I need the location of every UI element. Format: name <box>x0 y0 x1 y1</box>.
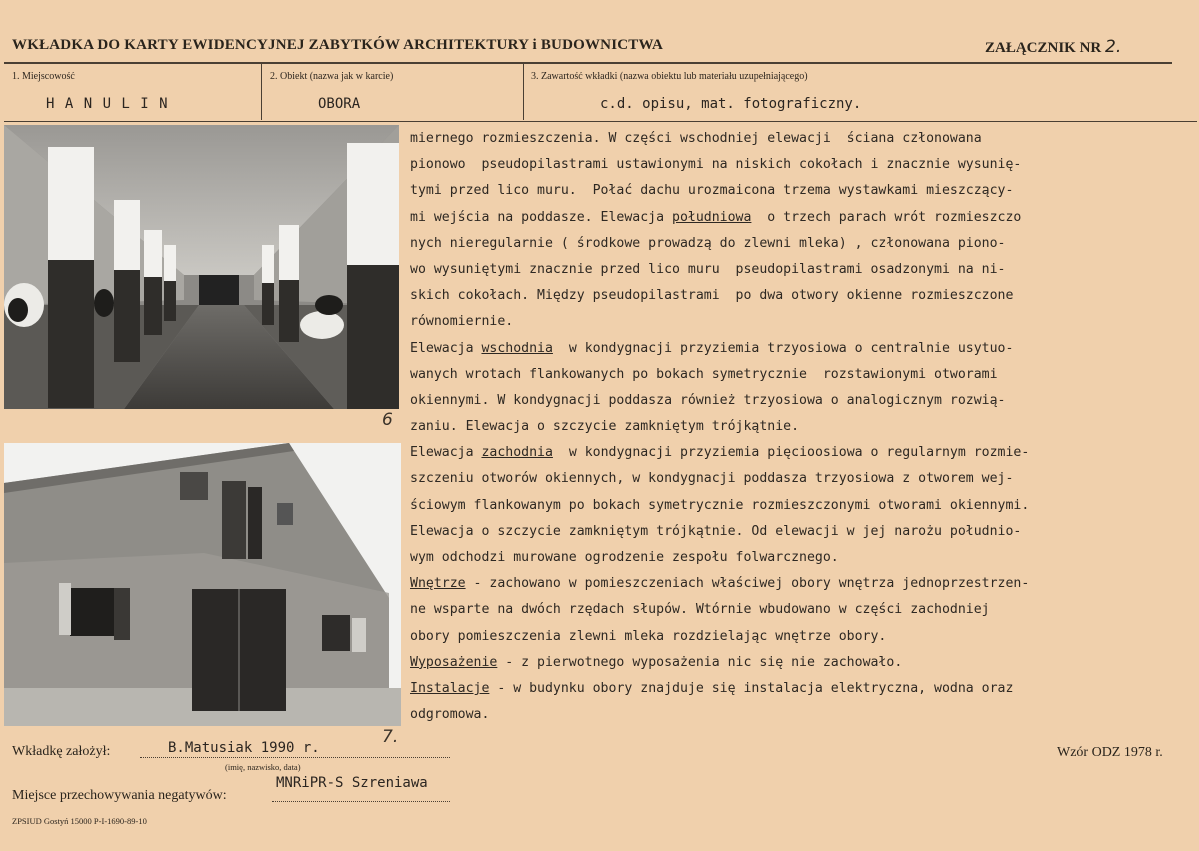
description-segment: ściowym flankowanym po bokach symetrycznie rozmieszczonymi otworami okiennymi. <box>410 497 1030 513</box>
description-line <box>410 466 1199 492</box>
field-object-label: 2. Obiekt (nazwa jak w karcie) <box>270 71 394 82</box>
field-object-value: OBORA <box>318 96 361 112</box>
description-segment: - z pierwotnego wyposażenia nic się nie zachowało. <box>497 654 903 670</box>
barn-interior-image <box>4 125 399 409</box>
description-segment: tymi przed lico muru. Połać dachu urozmaicona trzema wystawkami mieszczący- <box>410 183 1014 199</box>
section-heading: Wyposażenie <box>410 654 498 670</box>
description-segment: wo wysuniętymi znacznie przed lico muru pseudopilastrami osadzonymi na ni- <box>410 261 1006 277</box>
description-segment: odgromowa. <box>410 707 490 723</box>
description-line <box>410 545 1199 571</box>
description-line <box>410 597 1199 623</box>
section-heading: Wnętrze <box>410 576 466 592</box>
description-line <box>410 152 1199 178</box>
founder-line <box>140 757 450 758</box>
description-segment: ne wsparte na dwóch rzędach słupów. Wtórnie wbudowano w części zachodniej <box>410 602 990 618</box>
fields-rule <box>4 121 1197 122</box>
description-segment: mi wejścia na poddasze. Elewacja <box>410 209 673 225</box>
negatives-label: Miejsce przechowywania negatywów: <box>12 788 227 803</box>
description-line <box>410 440 1199 466</box>
description-segment: obory pomieszczenia zlewni mleka rozdzielając wnętrze obory. <box>410 628 887 644</box>
field-content-label: 3. Zawartość wkładki (nazwa obiektu lub materiału uzupełniającego) <box>531 71 808 82</box>
attachment-label: ZAŁĄCZNIK NR <box>985 40 1102 56</box>
description-segment: pionowo pseudopilastrami ustawionymi na niskich cokołach i znacznie wysunię- <box>410 157 1022 173</box>
description-line <box>410 519 1199 545</box>
field-content-value: c.d. opisu, mat. fotograficzny. <box>600 96 862 112</box>
description-line <box>410 336 1199 362</box>
description-line <box>410 702 1199 728</box>
description-line <box>410 178 1199 204</box>
field-divider-1 <box>261 64 262 120</box>
description-line <box>410 650 1199 676</box>
founder-value: B.Matusiak 1990 r. <box>168 740 320 756</box>
attachment-number-value: 2. <box>1105 37 1122 57</box>
founder-caption: (imię, nazwisko, data) <box>225 762 301 772</box>
description-segment: szczeniu otworów okiennych, w kondygnacji poddasza trzyosiowa z otworem wej- <box>410 471 1014 487</box>
description-segment: wym odchodzi murowane ogrodzenie zespołu folwarcznego. <box>410 550 839 565</box>
description-segment: skich cokołach. Między pseudopilastrami po dwa otwory okienne rozmieszczone <box>410 288 1014 304</box>
description-segment: Elewacja o szczycie zamkniętym trójkątnie. Od elewacji w jej narożu południo- <box>410 523 1022 539</box>
card-title: WKŁADKA DO KARTY EWIDENCYJNEJ ZABYTKÓW ARCHITEKTURY i BUDOWNICTWA <box>12 37 664 53</box>
description-segment: w kondygnacji przyziemia trzyosiowa o centralnie usytuo- <box>552 340 1014 356</box>
form-model: Wzór ODZ 1978 r. <box>1057 745 1163 760</box>
description-segment: wanych wrotach flankowanych po bokach symetrycznie rozstawionymi otworami <box>410 366 998 382</box>
description-line <box>410 676 1199 702</box>
description-segment: miernego rozmieszczenia. W części wschodniej elewacji ściana członowana <box>410 131 982 146</box>
section-heading: zachodnia <box>481 445 553 461</box>
print-info: ZPSIUD Gostyń 15000 P-I-1690-89-10 <box>12 816 147 826</box>
description-line <box>410 231 1199 257</box>
photo-barn-exterior <box>4 443 401 726</box>
field-locality-value: H A N U L I N <box>46 96 169 112</box>
photo-1-number: 6 <box>382 410 393 430</box>
header-rule <box>4 62 1172 64</box>
photo-barn-interior <box>4 125 399 409</box>
barn-exterior-image <box>4 443 401 726</box>
description-line <box>410 624 1199 650</box>
description-line <box>410 388 1199 414</box>
description-line <box>410 362 1199 388</box>
negatives-value: MNRiPR-S Szreniawa <box>276 775 428 791</box>
description-segment: w kondygnacji przyziemia pięcioosiowa o regularnym rozmie- <box>552 445 1030 461</box>
section-heading: południowa <box>672 209 752 225</box>
description-text <box>410 126 1199 728</box>
founder-label: Wkładkę założył: <box>12 744 111 759</box>
description-line <box>410 283 1199 309</box>
description-segment: okiennymi. W kondygnacji poddasza również trzyosiowa o analogicznym rozwią- <box>410 392 1006 408</box>
description-line <box>410 571 1199 597</box>
description-segment: Elewacja <box>410 340 482 356</box>
section-heading: Instalacje <box>410 680 490 696</box>
description-line <box>410 493 1199 519</box>
description-line <box>410 205 1199 231</box>
description-segment: - w budynku obory znajduje się instalacja elektryczna, wodna oraz <box>489 680 1014 696</box>
description-line <box>410 414 1199 440</box>
description-segment: - zachowano w pomieszczeniach właściwej obory wnętrza jednoprzestrzen- <box>465 576 1030 592</box>
section-heading: wschodnia <box>481 340 553 356</box>
description-segment: nych nieregularnie ( środkowe prowadzą do zlewni mleka) , członowana piono- <box>410 235 1006 251</box>
description-segment: zaniu. Elewacja o szczycie zamkniętym trójkątnie. <box>410 419 800 435</box>
photo-2-number: 7. <box>382 727 399 747</box>
description-segment: równomiernie. <box>410 314 514 330</box>
field-locality-label: 1. Miejscowość <box>12 71 75 82</box>
description-line <box>410 257 1199 283</box>
description-line <box>410 309 1199 335</box>
field-divider-2 <box>523 64 524 120</box>
negatives-line <box>272 801 450 802</box>
description-segment: o trzech parach wrót rozmieszczo <box>751 209 1022 225</box>
description-segment: Elewacja <box>410 445 482 461</box>
description-line <box>410 126 1199 152</box>
attachment-number <box>985 37 1121 57</box>
